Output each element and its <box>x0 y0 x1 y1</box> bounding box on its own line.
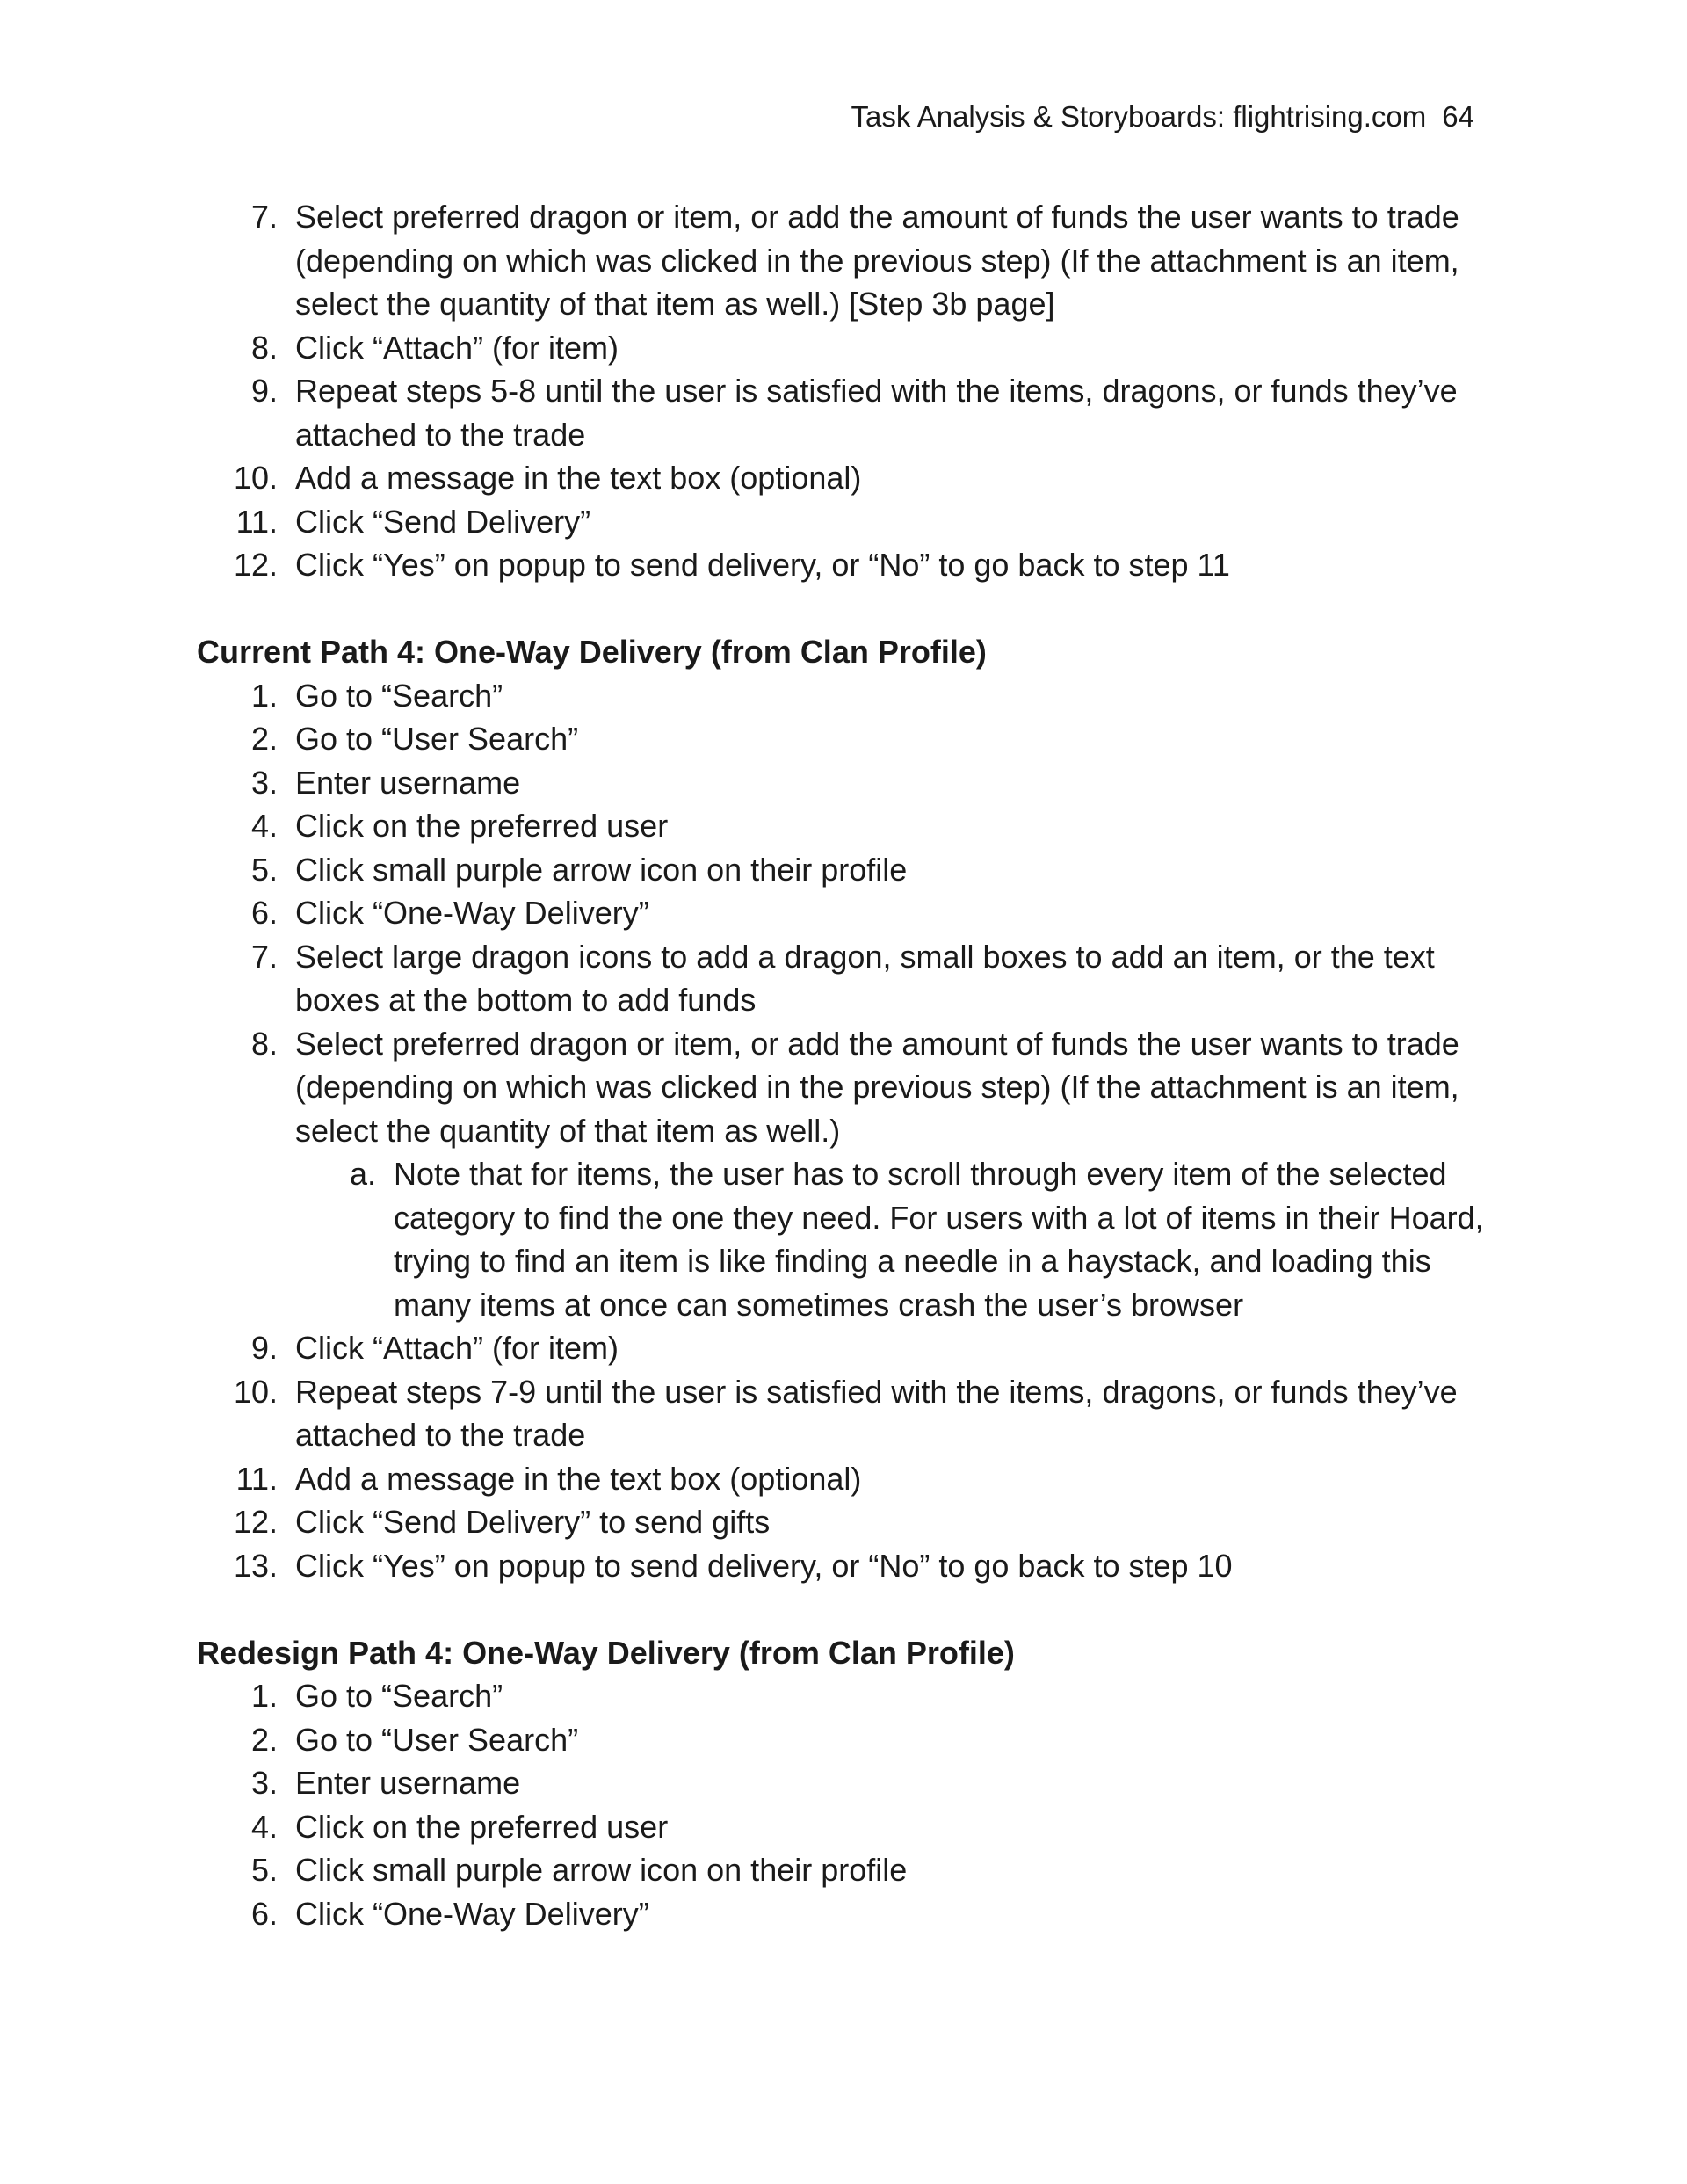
list-item <box>197 1370 1494 1457</box>
page-number: 64 <box>1442 100 1474 133</box>
list-item <box>197 500 1494 544</box>
list-number: 5. <box>250 851 278 888</box>
list-item <box>197 369 1494 456</box>
continued-steps-list <box>197 195 1494 587</box>
list-number: 11. <box>235 1460 278 1497</box>
list-number: 8. <box>250 1025 278 1062</box>
header-title: Task Analysis & Storyboards: flightrising.com <box>851 100 1427 133</box>
list-text: Click small purple arrow icon on their profile <box>295 851 908 888</box>
list-item <box>197 456 1494 500</box>
list-text: Click “Yes” on popup to send delivery, or “No” to go back to step 11 <box>295 547 1230 583</box>
list-item <box>197 1500 1494 1544</box>
list-number: 11. <box>235 503 278 540</box>
list-text: Enter username <box>295 1765 521 1801</box>
page-header <box>851 99 1474 134</box>
list-item <box>197 717 1494 761</box>
list-number: 7. <box>250 938 278 975</box>
list-text: Add a message in the text box (optional) <box>295 1460 862 1497</box>
list-item <box>197 761 1494 805</box>
list-number: 3. <box>250 1765 278 1801</box>
list-number: 10. <box>233 1373 278 1410</box>
list-number: 9. <box>250 373 278 409</box>
list-text: Enter username <box>295 764 521 801</box>
list-number: 6. <box>250 895 278 931</box>
list-text: Click “One-Way Delivery” <box>295 1895 649 1932</box>
list-text: Select preferred dragon or item, or add the amount of funds the user wants to trade (depending on which was clicked in the previous step) (If the attachment is an item, select the quantity of that item as well.) <box>295 1025 1459 1149</box>
list-number: 1. <box>250 677 278 714</box>
list-item <box>197 1022 1494 1153</box>
list-item <box>197 1457 1494 1501</box>
list-text: Go to “Search” <box>295 677 503 714</box>
list-text: Go to “User Search” <box>295 1721 579 1758</box>
list-item <box>197 804 1494 848</box>
list-number: 2. <box>250 721 278 757</box>
list-item <box>197 1848 1494 1892</box>
list-number: 8. <box>250 329 278 366</box>
list-number: 5. <box>250 1852 278 1888</box>
list-text: Click “Send Delivery” <box>295 503 591 540</box>
list-number: 12. <box>233 1504 278 1540</box>
note-item <box>197 1152 1494 1326</box>
redesign-path-steps <box>197 1674 1494 1935</box>
list-number: 13. <box>233 1547 278 1584</box>
list-text: Click “One-Way Delivery” <box>295 895 649 931</box>
list-text: Repeat steps 5-8 until the user is satisfied with the items, dragons, or funds they’ve attached to the trade <box>295 373 1458 453</box>
note-letter: a. <box>349 1156 376 1192</box>
list-item <box>197 1326 1494 1370</box>
list-text: Click “Attach” (for item) <box>295 329 619 366</box>
list-text: Click “Attach” (for item) <box>295 1330 619 1366</box>
list-item <box>197 891 1494 935</box>
list-text: Go to “User Search” <box>295 721 579 757</box>
list-item <box>197 1544 1494 1588</box>
list-item <box>197 1761 1494 1805</box>
list-number: 1. <box>250 1678 278 1714</box>
list-item <box>197 1718 1494 1762</box>
list-number: 3. <box>250 764 278 801</box>
list-number: 10. <box>233 460 278 496</box>
list-item <box>197 1805 1494 1849</box>
list-item <box>197 935 1494 1022</box>
list-text: Click “Yes” on popup to send delivery, or “No” to go back to step 10 <box>295 1547 1233 1584</box>
list-item <box>197 195 1494 326</box>
list-number: 4. <box>250 1808 278 1845</box>
list-text: Add a message in the text box (optional) <box>295 460 862 496</box>
list-text: Click on the preferred user <box>295 808 669 844</box>
list-text: Repeat steps 7-9 until the user is satisfied with the items, dragons, or funds they’ve attached to the trade <box>295 1373 1458 1453</box>
list-number: 4. <box>250 808 278 844</box>
list-number: 12. <box>233 547 278 583</box>
list-text: Click “Send Delivery” to send gifts <box>295 1504 771 1540</box>
list-text: Go to “Search” <box>295 1678 503 1714</box>
note-text: Note that for items, the user has to scroll through every item of the selected category to find the one they need. For users with a lot of items in their Hoard, trying to find an item is like finding a needle in a haystack, and loading this many items at once can sometimes crash the user’s browser <box>394 1156 1484 1323</box>
list-text: Click on the preferred user <box>295 1808 669 1845</box>
list-text: Select large dragon icons to add a dragon, small boxes to add an item, or the text boxes at the bottom to add funds <box>295 938 1435 1018</box>
list-item <box>197 1674 1494 1718</box>
list-item <box>197 848 1494 892</box>
list-item <box>197 674 1494 718</box>
current-path-heading: Current Path 4: One-Way Delivery (from Clan Profile) <box>197 634 987 670</box>
current-path-steps <box>197 674 1494 1588</box>
list-text: Select preferred dragon or item, or add the amount of funds the user wants to trade (depending on which was clicked in the previous step) (If the attachment is an item, select the quantity of that item as well.) [Step 3b page] <box>295 199 1459 322</box>
redesign-path-heading: Redesign Path 4: One-Way Delivery (from Clan Profile) <box>197 1634 1015 1671</box>
list-item <box>197 1892 1494 1936</box>
list-number: 9. <box>250 1330 278 1366</box>
list-text: Click small purple arrow icon on their profile <box>295 1852 908 1888</box>
list-number: 2. <box>250 1721 278 1758</box>
list-item <box>197 543 1494 587</box>
list-number: 7. <box>250 199 278 235</box>
list-number: 6. <box>250 1895 278 1932</box>
document-body <box>197 195 1494 1935</box>
list-item <box>197 326 1494 370</box>
